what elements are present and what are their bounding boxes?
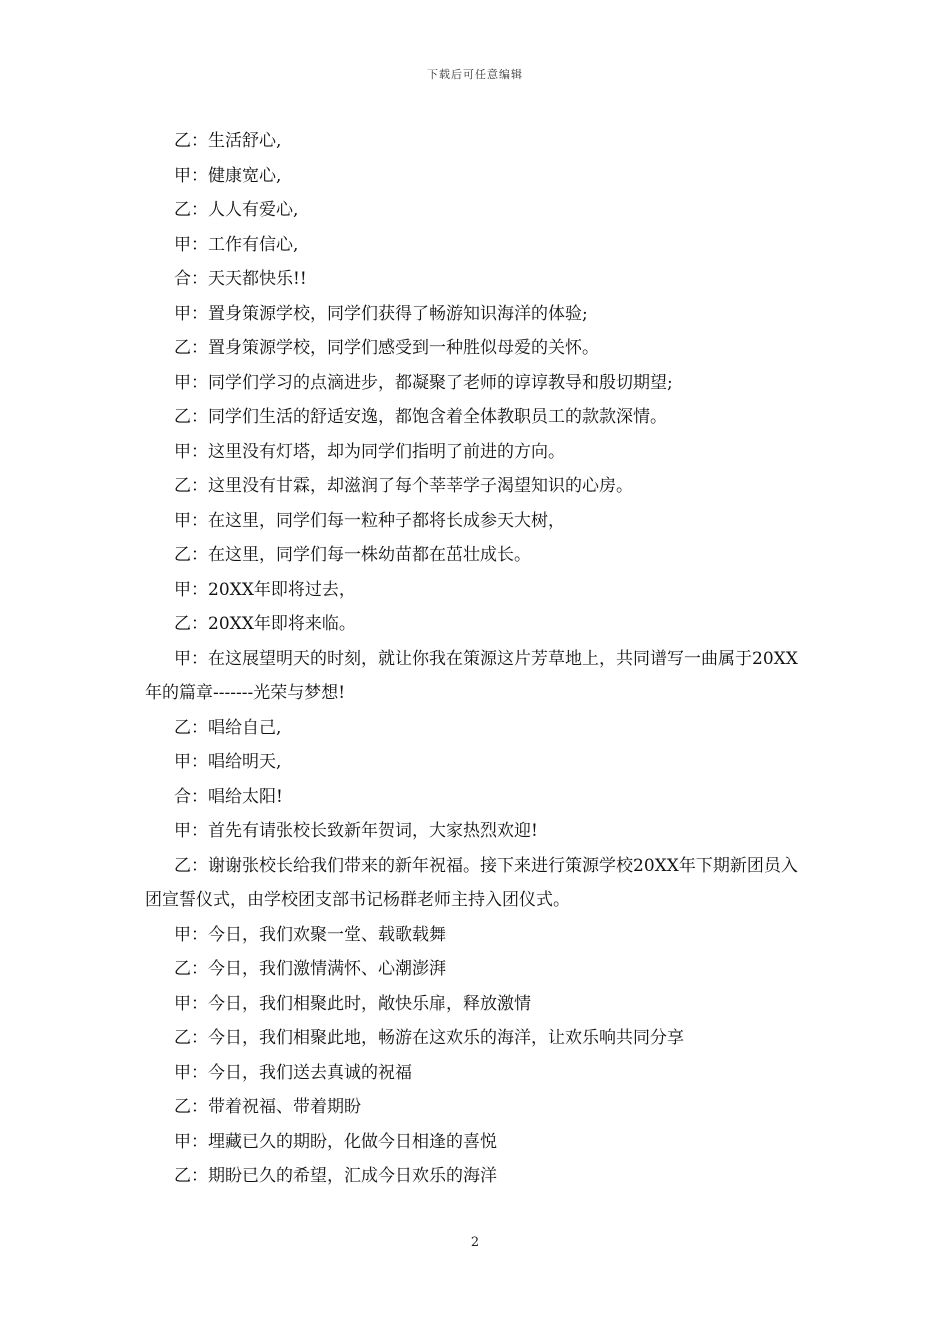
dialogue-line: 甲：健康宽心, (174, 165, 282, 186)
dialogue-line: 乙：期盼已久的希望，汇成今日欢乐的海洋 (174, 1166, 497, 1186)
dialogue-line: 甲：首先有请张校长致新年贺词，大家热烈欢迎! (174, 821, 538, 841)
dialogue-line: 甲：同学们学习的点滴进步，都凝聚了老师的谆谆教导和殷切期望; (174, 372, 673, 393)
dialogue-line: 乙：谢谢张校长给我们带来的新年祝福。接下来进行策源学校20XX年下期新团员入团宣誓仪式，由学校团支部书记杨群老师主持入团仪式。 (145, 855, 798, 910)
dialogue-line: 乙：同学们生活的舒适安逸，都饱含着全体教职员工的款款深情。 (174, 407, 667, 427)
dialogue-line: 甲：唱给明天, (174, 752, 282, 772)
dialogue-line: 甲：置身策源学校，同学们获得了畅游知识海洋的体验; (174, 303, 588, 324)
dialogue-line: 乙：人人有爱心, (174, 200, 299, 220)
dialogue-line: 甲：20XX年即将过去， (174, 579, 356, 600)
page-number: 2 (470, 1235, 480, 1250)
dialogue-line: 乙：唱给自己, (174, 717, 282, 738)
dialogue-line: 甲：今日，我们相聚此时，敞快乐扉，释放激情 (174, 993, 531, 1014)
page-header: 下载后可任意编辑 (427, 68, 523, 81)
dialogue-line: 甲：在这里，同学们每一粒种子都将长成参天大树， (174, 510, 565, 531)
dialogue-line: 甲：在这展望明天的时刻，就让你我在策源这片芳草地上，共同谱写一曲属于20XX年的篇章-------光荣与梦想! (145, 648, 798, 703)
dialogue-line: 合：天天都快乐!! (174, 269, 307, 289)
dialogue-line: 乙：20XX年即将来临。 (174, 614, 356, 634)
document-body (145, 124, 807, 1194)
dialogue-line: 甲：这里没有灯塔，却为同学们指明了前进的方向。 (174, 441, 565, 462)
dialogue-line: 乙：带着祝福、带着期盼 (174, 1097, 361, 1117)
dialogue-line: 甲：今日，我们送去真诚的祝福 (174, 1062, 412, 1083)
dialogue-line: 乙：今日，我们激情满怀、心潮澎湃 (174, 959, 446, 979)
dialogue-line: 乙：置身策源学校，同学们感受到一种胜似母爱的关怀。 (174, 338, 599, 358)
dialogue-line: 甲：今日，我们欢聚一堂、载歌载舞 (174, 924, 446, 945)
dialogue-line: 甲：工作有信心, (174, 234, 299, 255)
dialogue-line: 合：唱给太阳! (174, 786, 283, 807)
dialogue-line: 乙：在这里，同学们每一株幼苗都在茁壮成长。 (174, 545, 531, 565)
dialogue-line: 乙：今日，我们相聚此地，畅游在这欢乐的海洋，让欢乐响共同分享 (174, 1028, 684, 1048)
dialogue-line: 乙：这里没有甘霖，却滋润了每个莘莘学子渴望知识的心房。 (174, 476, 633, 496)
dialogue-line: 甲：埋藏已久的期盼，化做今日相逢的喜悦 (174, 1131, 497, 1152)
dialogue-line: 乙：生活舒心, (174, 131, 282, 151)
